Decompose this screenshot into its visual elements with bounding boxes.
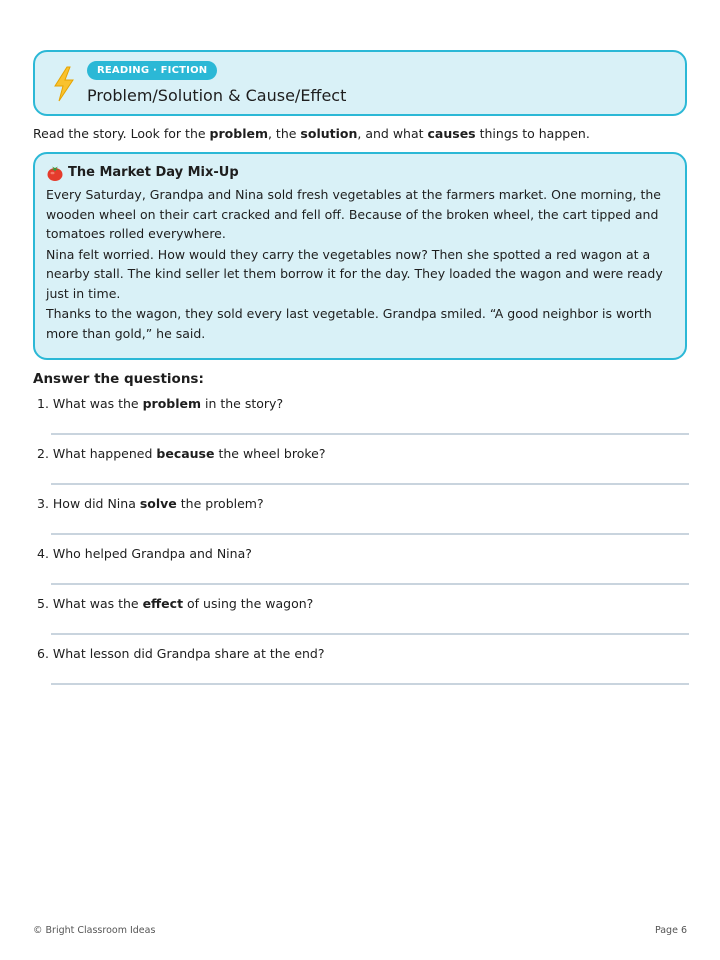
worksheet-header [33, 50, 687, 116]
page-title: Problem/Solution & Cause/Effect [87, 86, 347, 105]
question-text: 4. Who helped Grandpa and Nina? [37, 546, 252, 561]
question-item [37, 595, 689, 645]
page-number: Page 6 [654, 925, 687, 936]
lightning-bolt-icon [51, 66, 77, 102]
tomato-icon [46, 164, 64, 182]
answer-heading: Answer the questions: [33, 371, 204, 387]
answer-line[interactable] [51, 433, 689, 435]
question-text: 5. What was the effect of using the wagon? [37, 596, 314, 611]
instructions-keyword: solution [300, 126, 358, 141]
instructions-text: Read the story. Look for the [33, 126, 210, 141]
question-item [37, 445, 689, 495]
story-box [33, 152, 687, 360]
story-paragraph: Every Saturday, Grandpa and Nina sold fresh vegetables at the farmers market. One morning, the wooden wheel on their cart cracked and fell off. Because of the broken wheel, the cart tipped and tomatoes rolled everywhere. [46, 187, 661, 241]
answer-line[interactable] [51, 533, 689, 535]
story-paragraph: Thanks to the wagon, they sold every last vegetable. Grandpa smiled. “A good neighbor is worth more than gold,” he said. [46, 306, 652, 341]
category-tag: READING · FICTION [87, 61, 217, 80]
question-text: 2. What happened because the wheel broke? [37, 446, 326, 461]
answer-line[interactable] [51, 633, 689, 635]
answer-line[interactable] [51, 583, 689, 585]
question-list [37, 395, 689, 695]
story-heading [46, 163, 673, 183]
instructions-keyword: problem [209, 126, 268, 141]
question-text: 1. What was the problem in the story? [37, 396, 284, 411]
answer-line[interactable] [51, 483, 689, 485]
instructions [33, 125, 693, 143]
instructions-keyword: causes [427, 126, 476, 141]
instructions-text: things to happen. [475, 126, 590, 141]
question-item [37, 395, 689, 445]
question-item [37, 645, 689, 695]
story-title: The Market Day Mix-Up [68, 165, 239, 180]
instructions-text: , and what [357, 126, 428, 141]
footer-credit: © Bright Classroom Ideas [33, 925, 156, 936]
story-paragraph: Nina felt worried. How would they carry the vegetables now? Then she spotted a red wagon at a nearby stall. The kind seller let them borrow it for the day. They loaded the wagon and were ready just in time. [46, 246, 663, 301]
instructions-text: , the [267, 126, 301, 141]
answer-line[interactable] [51, 683, 689, 685]
question-text: 3. How did Nina solve the problem? [37, 496, 264, 511]
question-item [37, 495, 689, 545]
question-item [37, 545, 689, 595]
question-text: 6. What lesson did Grandpa share at the end? [37, 646, 325, 661]
